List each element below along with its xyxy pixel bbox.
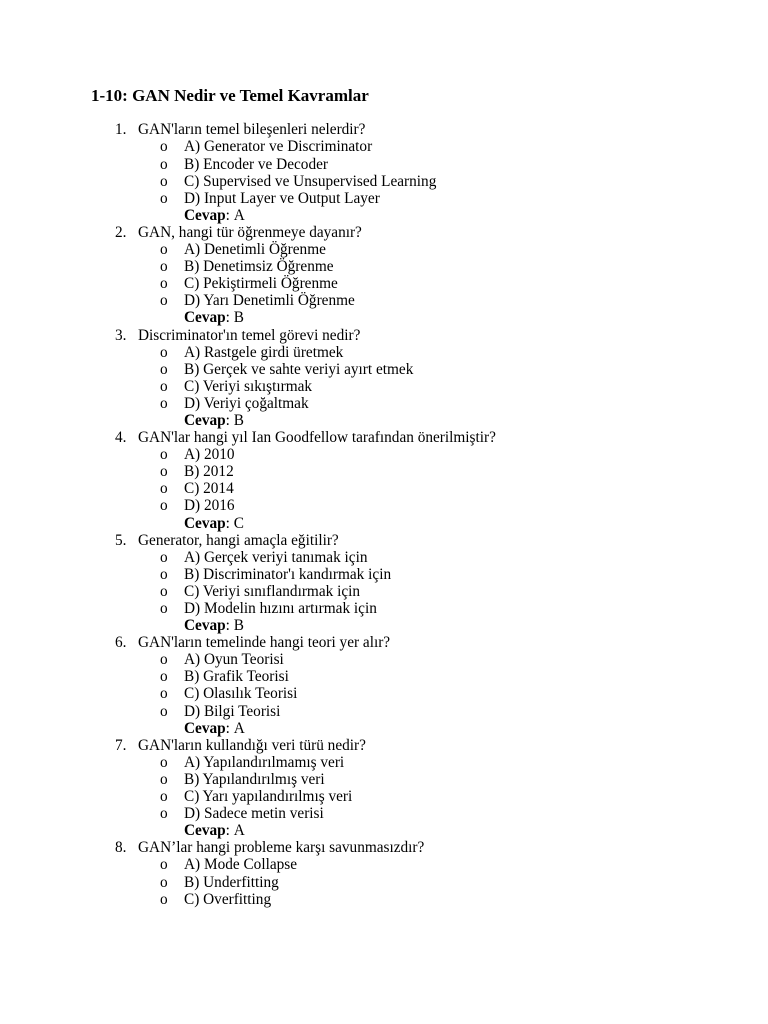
option-bullet-icon: o [160,138,168,156]
option-bullet-icon: o [160,292,168,310]
option-bullet-icon: o [160,600,168,618]
question-item [0,532,768,635]
option-item [0,703,768,720]
option-item [0,156,768,173]
answer-label: Cevap [184,514,226,532]
option-text: B) Grafik Teorisi [184,668,289,686]
question-number: 8. [115,839,127,857]
question-item [0,737,768,840]
option-item [0,668,768,685]
question-text: GAN'lar hangi yıl Ian Goodfellow tarafından önerilmiştir? [138,429,496,447]
option-item [0,463,768,480]
option-bullet-icon: o [160,770,168,788]
option-bullet-icon: o [160,753,168,771]
question-text: GAN'ların kullandığı veri türü nedir? [138,736,366,754]
option-text: B) Yapılandırılmış veri [184,770,325,788]
option-text: C) Veriyi sınıflandırmak için [184,582,361,600]
answer-value: A [233,206,245,224]
option-text: C) Olasılık Teorisi [184,685,298,703]
option-text: B) Gerçek ve sahte veriyi ayırt etmek [184,360,414,378]
question-item [0,634,768,737]
question-number: 3. [115,326,127,344]
option-text: A) Denetimli Öğrenme [184,241,326,259]
option-text: B) Discriminator'ı kandırmak için [184,565,392,583]
option-item [0,292,768,309]
page-title: 1-10: GAN Nedir ve Temel Kavramlar [91,86,369,105]
question-text: GAN’lar hangi probleme karşı savunmasızdır? [138,839,425,857]
option-item [0,891,768,908]
question-line [0,327,768,344]
question-text: GAN'ların temel bileşenleri nelerdir? [138,121,366,139]
option-text: C) Pekiştirmeli Öğrenme [184,275,338,293]
option-item [0,549,768,566]
option-text: D) Yarı Denetimli Öğrenme [184,292,355,310]
answer [184,822,245,839]
option-bullet-icon: o [160,258,168,276]
answer-line [0,412,768,429]
answer-value: A [233,719,245,737]
question-list [0,121,768,907]
option-text: A) Rastgele girdi üretmek [184,343,344,361]
answer-label: Cevap [184,719,226,737]
option-bullet-icon: o [160,480,168,498]
question-item [0,121,768,224]
option-text: D) Sadece metin verisi [184,805,324,823]
option-bullet-icon: o [160,702,168,720]
answer-separator: : [225,514,230,532]
answer-separator: : [225,719,230,737]
option-text: A) Yapılandırılmamış veri [184,753,345,771]
option-bullet-icon: o [160,275,168,293]
answer-label: Cevap [184,309,226,327]
answer-label: Cevap [184,206,226,224]
option-bullet-icon: o [160,582,168,600]
option-bullet-icon: o [160,497,168,515]
answer-line [0,309,768,326]
option-item [0,446,768,463]
answer-value: A [233,822,245,840]
question-number: 1. [115,121,127,139]
option-item [0,258,768,275]
option-bullet-icon: o [160,805,168,823]
question-number: 4. [115,429,127,447]
option-bullet-icon: o [160,548,168,566]
answer-label: Cevap [184,822,226,840]
question-item [0,224,768,327]
option-bullet-icon: o [160,155,168,173]
answer-line [0,207,768,224]
question-item [0,839,768,907]
option-bullet-icon: o [160,651,168,669]
option-item [0,771,768,788]
option-bullet-icon: o [160,788,168,806]
option-item [0,275,768,292]
option-text: C) Overfitting [184,890,272,908]
option-text: C) Supervised ve Unsupervised Learning [184,172,437,190]
option-text: B) Encoder ve Decoder [184,155,328,173]
option-text: A) Generator ve Discriminator [184,138,373,156]
question-number: 6. [115,634,127,652]
question-text: GAN, hangi tür öğrenmeye dayanır? [138,223,362,241]
option-bullet-icon: o [160,377,168,395]
option-item [0,685,768,702]
question-item [0,429,768,532]
question-text: Generator, hangi amaçla eğitilir? [138,531,339,549]
question-line [0,737,768,754]
answer-value: C [233,514,244,532]
option-text: C) Veriyi sıkıştırmak [184,377,313,395]
option-item [0,497,768,514]
option-text: A) Oyun Teorisi [184,651,284,669]
option-bullet-icon: o [160,189,168,207]
option-item [0,138,768,155]
option-item [0,566,768,583]
option-bullet-icon: o [160,463,168,481]
option-bullet-icon: o [160,446,168,464]
option-bullet-icon: o [160,873,168,891]
option-item [0,805,768,822]
option-text: A) Gerçek veriyi tanımak için [184,548,368,566]
answer-value: B [233,617,244,635]
question-item [0,327,768,430]
question-line [0,224,768,241]
answer-separator: : [225,822,230,840]
question-text: GAN'ların temelinde hangi teori yer alır? [138,634,391,652]
answer-separator: : [225,206,230,224]
answer [184,309,244,326]
answer [184,720,245,737]
option-item [0,395,768,412]
option-bullet-icon: o [160,685,168,703]
option-text: D) 2016 [184,497,235,515]
question-number: 7. [115,736,127,754]
option-item [0,583,768,600]
answer-line [0,822,768,839]
answer-separator: : [225,411,230,429]
answer-label: Cevap [184,411,226,429]
answer [184,207,245,224]
option-text: D) Veriyi çoğaltmak [184,394,309,412]
option-bullet-icon: o [160,241,168,259]
option-item [0,480,768,497]
question-line [0,634,768,651]
option-item [0,241,768,258]
answer-line [0,515,768,532]
option-bullet-icon: o [160,856,168,874]
option-bullet-icon: o [160,172,168,190]
option-text: B) Denetimsiz Öğrenme [184,258,334,276]
option-item [0,600,768,617]
answer-value: B [233,411,244,429]
option-text: B) 2012 [184,463,234,481]
option-item [0,788,768,805]
option-bullet-icon: o [160,360,168,378]
answer [184,617,244,634]
option-item [0,361,768,378]
answer [184,412,244,429]
answer [184,515,244,532]
option-text: B) Underfitting [184,873,279,891]
question-text: Discriminator'ın temel görevi nedir? [138,326,361,344]
option-item [0,754,768,771]
option-text: A) Mode Collapse [184,856,298,874]
answer-line [0,617,768,634]
answer-separator: : [225,617,230,635]
option-item [0,651,768,668]
question-number: 2. [115,223,127,241]
answer-label: Cevap [184,617,226,635]
option-item [0,856,768,873]
option-text: C) 2014 [184,480,234,498]
option-text: D) Input Layer ve Output Layer [184,189,380,207]
option-text: C) Yarı yapılandırılmış veri [184,788,353,806]
answer-line [0,720,768,737]
option-bullet-icon: o [160,565,168,583]
option-bullet-icon: o [160,890,168,908]
option-bullet-icon: o [160,394,168,412]
answer-separator: : [225,309,230,327]
option-text: D) Modelin hızını artırmak için [184,600,377,618]
option-bullet-icon: o [160,343,168,361]
question-line [0,532,768,549]
answer-value: B [233,309,244,327]
option-item [0,874,768,891]
option-bullet-icon: o [160,668,168,686]
question-number: 5. [115,531,127,549]
option-item [0,190,768,207]
option-text: D) Bilgi Teorisi [184,702,281,720]
question-line [0,839,768,856]
option-text: A) 2010 [184,446,235,464]
option-item [0,378,768,395]
option-item [0,344,768,361]
question-line [0,121,768,138]
option-item [0,173,768,190]
question-line [0,429,768,446]
